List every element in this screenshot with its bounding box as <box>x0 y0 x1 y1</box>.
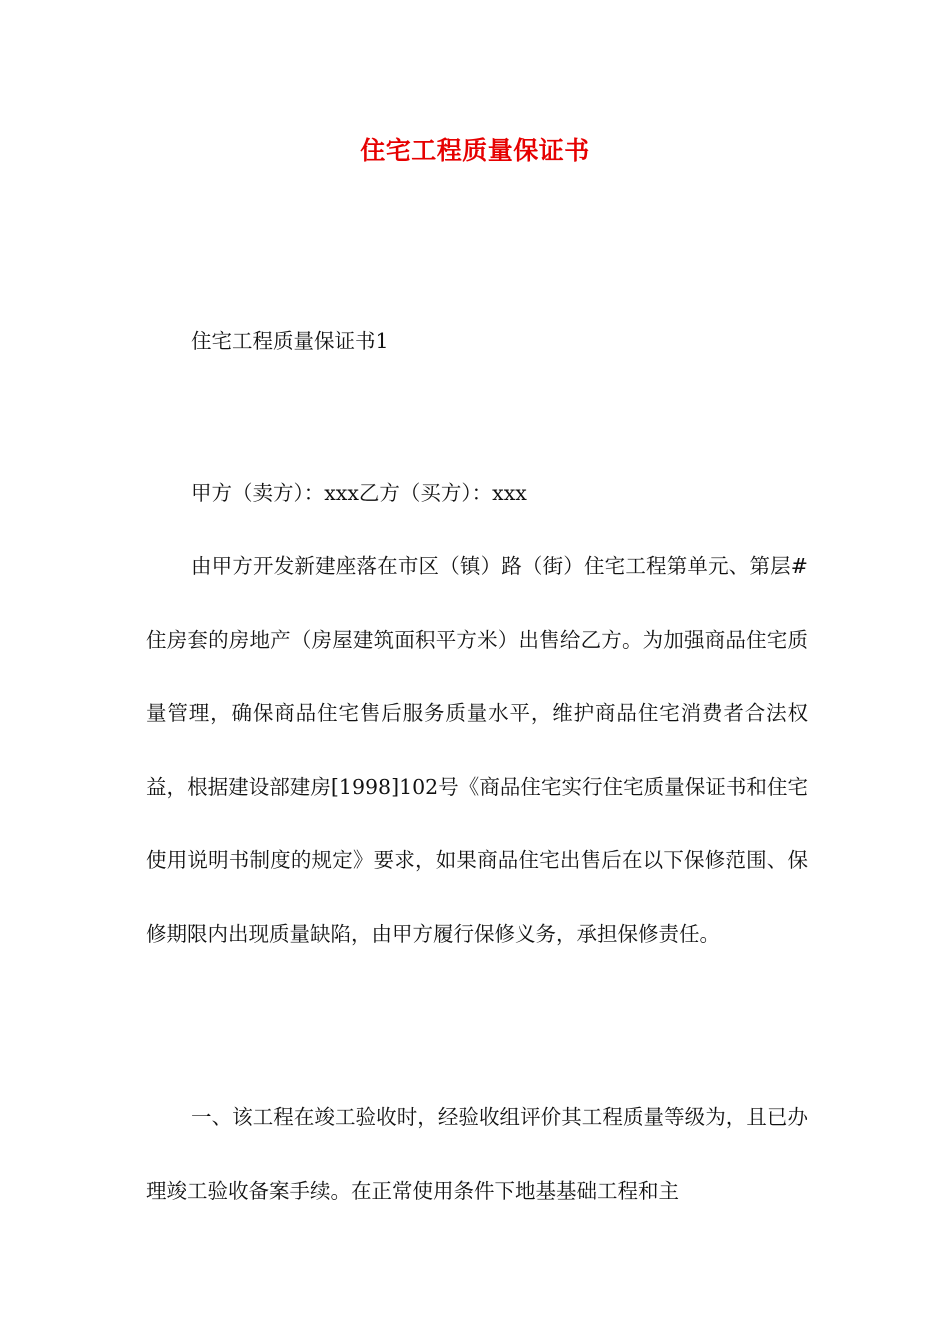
paragraph-intro: 由甲方开发新建座落在市区（镇）路（街）住宅工程第单元、第层#住房套的房地产（房屋建筑面积平方米）出售给乙方。为加强商品住宅质量管理，确保商品住宅售后服务质量水平，维护商品住宅消费者合法权益，根据建设部建房[1998]102号《商品住宅实行住宅质量保证书和住宅使用说明书制度的规定》要求，如果商品住宅出售后在以下保修范围、保修期限内出现质量缺陷，由甲方履行保修义务，承担保修责任。 <box>146 554 808 946</box>
parties-line: 甲方（卖方）：xxx乙方（买方）：xxx <box>191 481 527 505</box>
document-title: 住宅工程质量保证书 <box>360 136 590 165</box>
paragraph-clause-one: 一、该工程在竣工验收时，经验收组评价其工程质量等级为，且已办理竣工验收备案手续。在正常使用条件下地基基础工程和主 <box>146 1105 808 1203</box>
section-heading: 住宅工程质量保证书1 <box>191 329 389 353</box>
